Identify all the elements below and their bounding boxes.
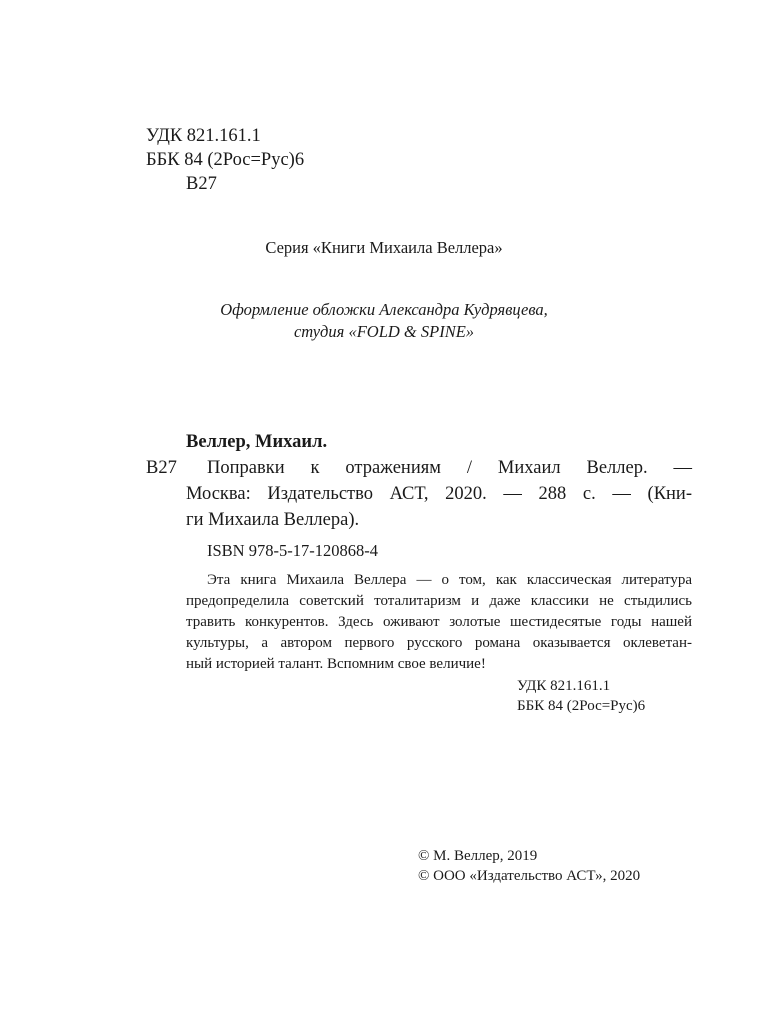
annotation-line-1: Эта книга Михаила Веллера — о том, как классическая литература <box>207 572 692 588</box>
catalog-entry-line-1: Поправки к отражениям / Михаил Веллер. — <box>207 458 692 478</box>
cover-design-line-2: студия «FOLD & SPINE» <box>293 322 475 341</box>
catalog-mark: В27 <box>146 458 177 478</box>
top-bbk: ББК 84 (2Рос=Рус)6 <box>146 150 305 170</box>
catalog-entry-line-2: Москва: Издательство АСТ, 2020. — 288 с. — (Кни- <box>186 484 692 504</box>
catalog-isbn: ISBN 978-5-17-120868-4 <box>207 541 378 560</box>
catalog-author-heading: Веллер, Михаил. <box>186 432 328 452</box>
bottom-udk: УДК 821.161.1 <box>517 678 611 694</box>
annotation-line-3: травить конкурентов. Здесь оживают золотые шестидесятые годы нашей <box>186 614 692 630</box>
cover-design-line-1: Оформление обложки Александра Кудрявцева, <box>220 300 548 319</box>
annotation-line-4: культуры, а автором первого русского романа оказывается оклеветан- <box>186 635 692 651</box>
top-author-mark: В27 <box>186 174 217 194</box>
bottom-bbk: ББК 84 (2Рос=Рус)6 <box>517 698 646 714</box>
copyright-author: © М. Веллер, 2019 <box>418 848 538 864</box>
copyright-publisher: © ООО «Издательство АСТ», 2020 <box>418 868 641 884</box>
annotation-line-2: предопределила советский тоталитаризм и даже классики не стыдились <box>186 593 692 609</box>
series-line: Серия «Книги Михаила Веллера» <box>265 238 503 257</box>
top-udk: УДК 821.161.1 <box>146 126 261 146</box>
catalog-entry-line-3: ги Михаила Веллера). <box>186 510 360 530</box>
annotation-line-5: ный историей талант. Вспомним свое величие! <box>186 656 486 672</box>
